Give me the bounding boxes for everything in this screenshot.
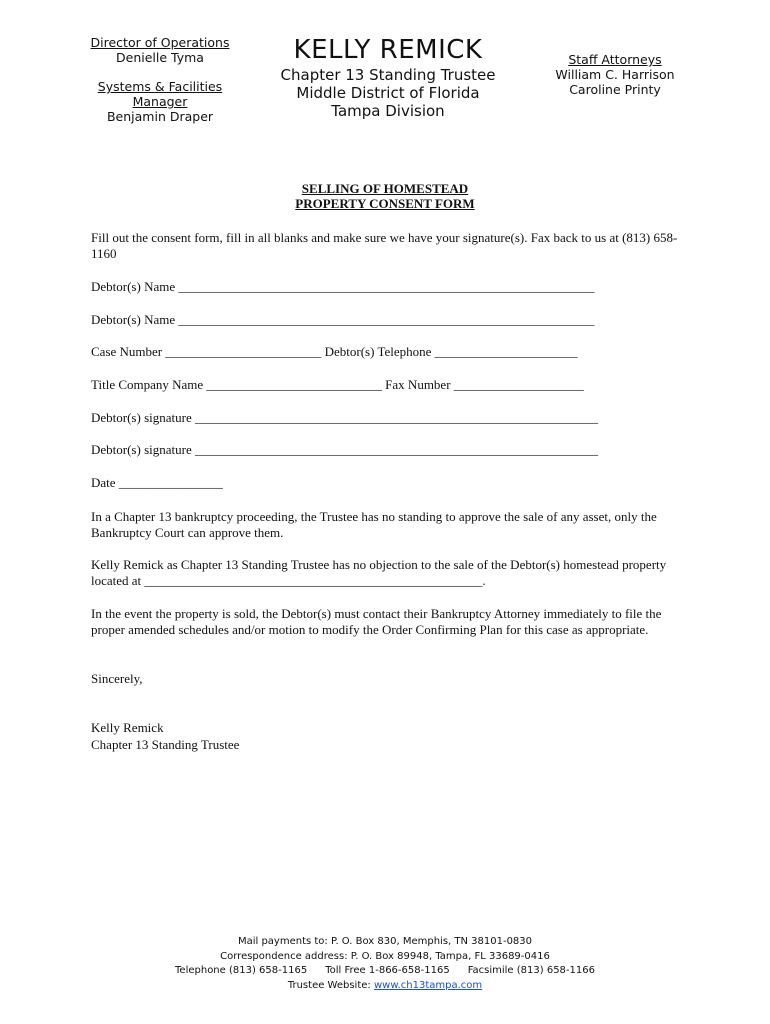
attorney-name-1: William C. Harrison bbox=[555, 67, 675, 82]
debtor-signature-field-1[interactable]: Debtor(s) signature ______________________________________________________________ bbox=[91, 410, 598, 425]
date-field[interactable]: Date ________________ bbox=[91, 475, 223, 490]
paragraph-event-sold: In the event the property is sold, the Debtor(s) must contact their Bankruptcy Attorney immediately to file the proper amended schedules and/or motion to modify the Order Confirming Plan for this case as appropriate. bbox=[91, 606, 662, 637]
director-name: Denielle Tyma bbox=[116, 50, 204, 65]
footer-website-link[interactable]: www.ch13tampa.com bbox=[373, 979, 483, 991]
instructions-text: Fill out the consent form, fill in all blanks and make sure we have your signature(s). Fax back to us at (813) 658-1160 bbox=[91, 230, 678, 261]
footer-correspondence: Correspondence address: P. O. Box 89948, Tampa, FL 33689-0416 bbox=[220, 950, 550, 962]
signer-title: Chapter 13 Standing Trustee bbox=[91, 737, 240, 752]
debtor-name-field-2[interactable]: Debtor(s) Name ________________________________________________________________ bbox=[91, 312, 595, 327]
title-company-fax-field[interactable]: Title Company Name ___________________________ Fax Number ____________________ bbox=[91, 377, 584, 392]
director-title: Director of Operations bbox=[90, 35, 230, 50]
footer-mail-payments: Mail payments to: P. O. Box 830, Memphis, TN 38101-0830 bbox=[237, 936, 533, 947]
footer-tollfree: Toll Free 1-866-658-1165 bbox=[325, 965, 450, 976]
trustee-name-heading: KELLY REMICK bbox=[293, 35, 483, 65]
header-right-block bbox=[535, 52, 695, 97]
paragraph-no-objection: Kelly Remick as Chapter 13 Standing Trustee has no objection to the sale of the Debtor(s) homestead property located at ____________________________________________________. bbox=[91, 557, 667, 588]
systems-title-line1: Systems & Facilities bbox=[97, 79, 223, 94]
attorney-name-2: Caroline Printy bbox=[569, 82, 661, 97]
trustee-subtitle-2: Middle District of Florida bbox=[296, 84, 480, 102]
staff-attorneys-title: Staff Attorneys bbox=[568, 52, 662, 67]
header-left-block bbox=[60, 35, 260, 124]
footer-phone-line bbox=[0, 964, 770, 979]
systems-title-line2: Manager bbox=[132, 94, 188, 109]
form-title-line1: SELLING OF HOMESTEAD bbox=[301, 181, 469, 196]
footer-block bbox=[0, 935, 770, 993]
paragraph-standing: In a Chapter 13 bankruptcy proceeding, the Trustee has no standing to approve the sale of any asset, only the Bankruptcy Court can approve them. bbox=[91, 509, 657, 540]
signer-name: Kelly Remick bbox=[91, 720, 164, 735]
debtor-name-field-1[interactable]: Debtor(s) Name ________________________________________________________________ bbox=[91, 279, 595, 294]
trustee-subtitle-3: Tampa Division bbox=[331, 102, 445, 120]
footer-website-line bbox=[0, 979, 770, 994]
debtor-signature-field-2[interactable]: Debtor(s) signature ______________________________________________________________ bbox=[91, 442, 598, 457]
case-number-telephone-field[interactable]: Case Number ________________________ Debtor(s) Telephone ______________________ bbox=[91, 344, 578, 359]
closing-sincerely: Sincerely, bbox=[91, 671, 143, 686]
header-center-block bbox=[268, 34, 508, 120]
systems-name: Benjamin Draper bbox=[106, 109, 214, 124]
footer-website-label: Trustee Website: bbox=[287, 979, 374, 991]
footer-telephone: Telephone (813) 658-1165 bbox=[175, 965, 308, 976]
footer-facsimile: Facsimile (813) 658-1166 bbox=[467, 965, 595, 976]
trustee-subtitle-1: Chapter 13 Standing Trustee bbox=[280, 66, 496, 84]
form-title-line2: PROPERTY CONSENT FORM bbox=[295, 196, 475, 211]
